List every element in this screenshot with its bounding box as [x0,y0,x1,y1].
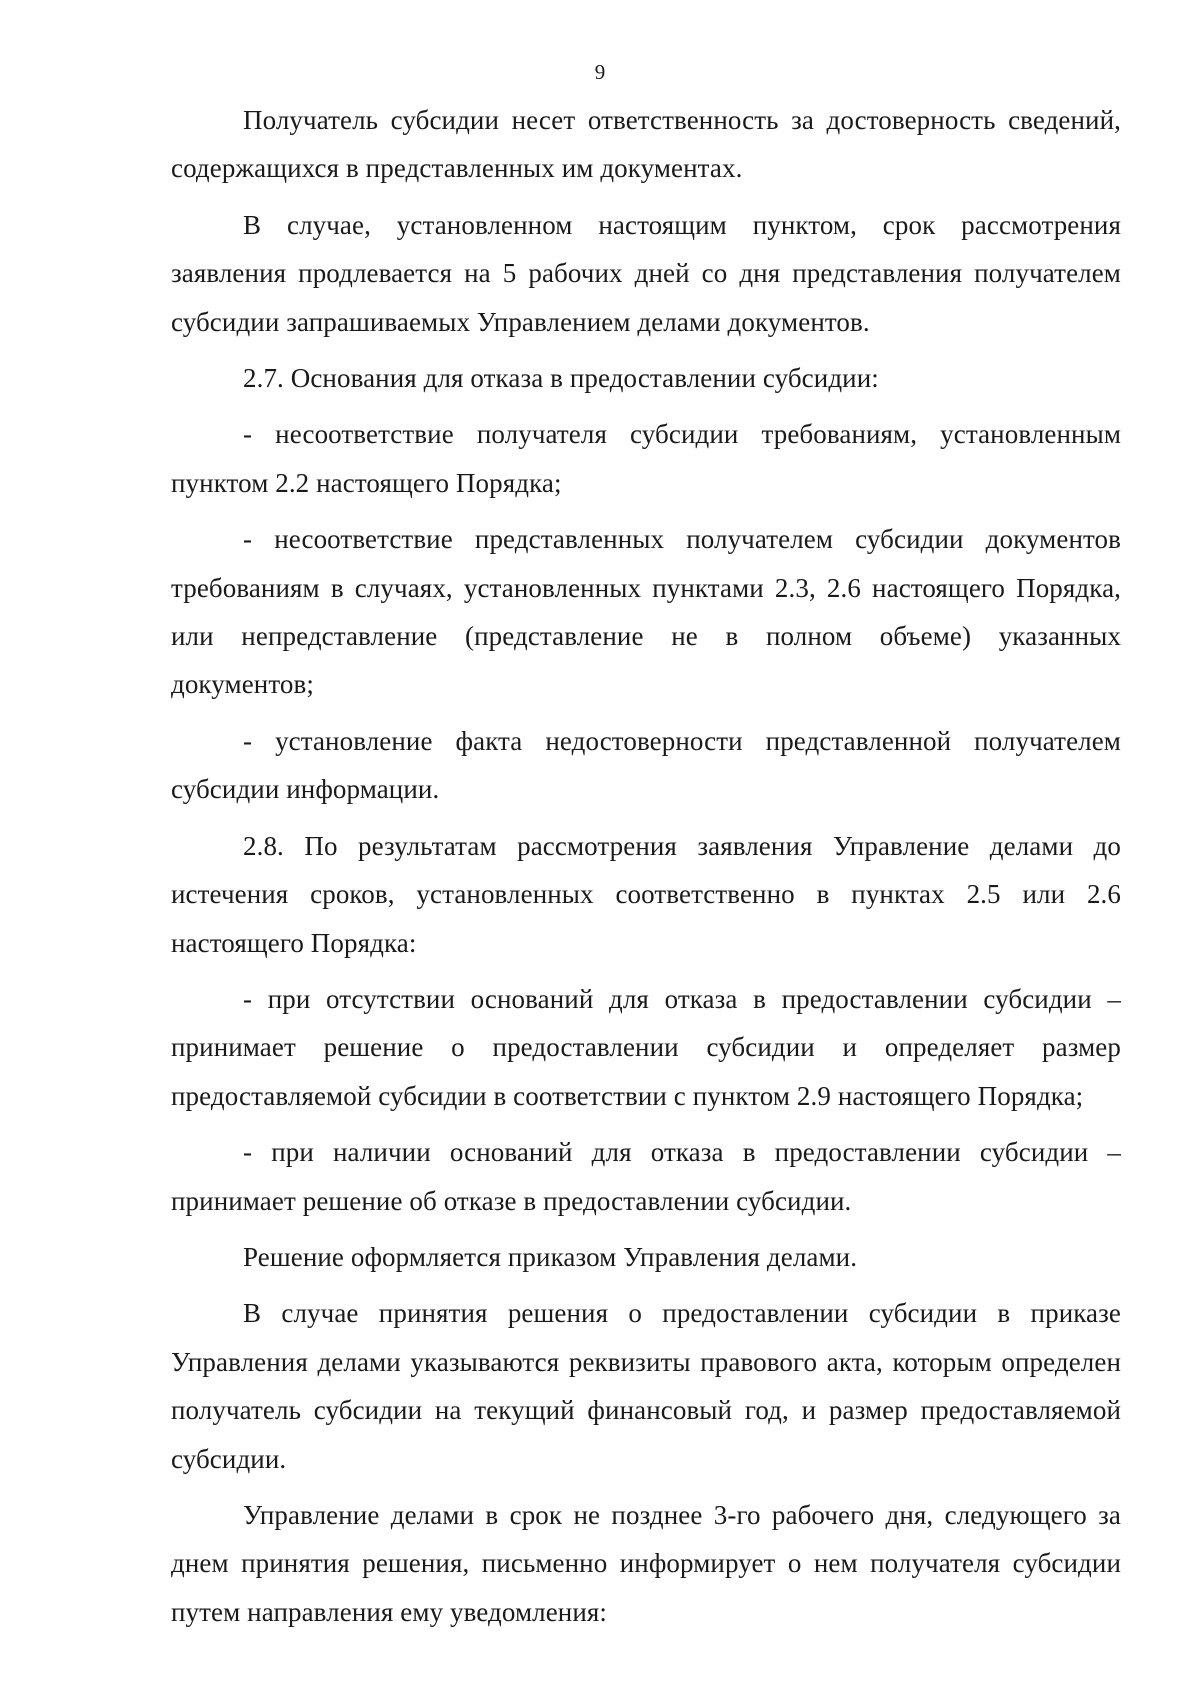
paragraph-order-details: В случае принятия решения о предоставлении субсидии в приказе Управления делами указываются реквизиты правового акта, которым определен получатель субсидии на текущий финансовый год, и размер предоставляемой субсидии. [171,1298,1121,1474]
paragraph-decision-grant: - при отсутствии оснований для отказа в предоставлении субсидии – принимает решение о предоставлении субсидии и определяет размер предоставляемой субсидии в соответствии с пунктом 2.9 настоящего Порядка; [171,983,1121,1111]
paragraph-refusal-reason-1: - несоответствие получателя субсидии требованиям, установленным пунктом 2.2 настоящего Порядка; [171,419,1121,498]
paragraph-refusal-reason-3: - установление факта недостоверности представленной получателем субсидии информации. [171,725,1121,805]
paragraph-section-2-8: 2.8. По результатам рассмотрения заявления Управление делами до истечения сроков, установленных соответственно в пунктах 2.5 или 2.6 настоящего Порядка: [171,830,1121,958]
paragraph-decision-order: Решение оформляется приказом Управления делами. [243,1241,858,1272]
paragraph-section-2-7: 2.7. Основания для отказа в предоставлении субсидии: [243,363,879,394]
document-body [171,96,1121,1644]
page-number: 9 [594,60,606,84]
paragraph-review-extension: В случае, установленном настоящим пунктом, срок рассмотрения заявления продлевается на 5 рабочих дней со дня представления получателем субсидии запрашиваемых Управлением делами документов. [171,209,1121,337]
paragraph-notification: Управление делами в срок не позднее 3-го рабочего дня, следующего за днем принятия решения, письменно информирует о нем получателя субсидии путем направления ему уведомления: [171,1499,1121,1627]
paragraph-recipient-responsibility: Получатель субсидии несет ответственность за достоверность сведений, содержащихся в представленных им документах. [171,105,1121,184]
paragraph-refusal-reason-2: - несоответствие представленных получателем субсидии документов требованиям в случаях, установленных пунктами 2.3, 2.6 настоящего Порядка, или непредставление (представление не в полном объеме) указанных документов; [171,524,1121,700]
paragraph-decision-refuse: - при наличии оснований для отказа в предоставлении субсидии – принимает решение об отказе в предоставлении субсидии. [171,1137,1121,1216]
